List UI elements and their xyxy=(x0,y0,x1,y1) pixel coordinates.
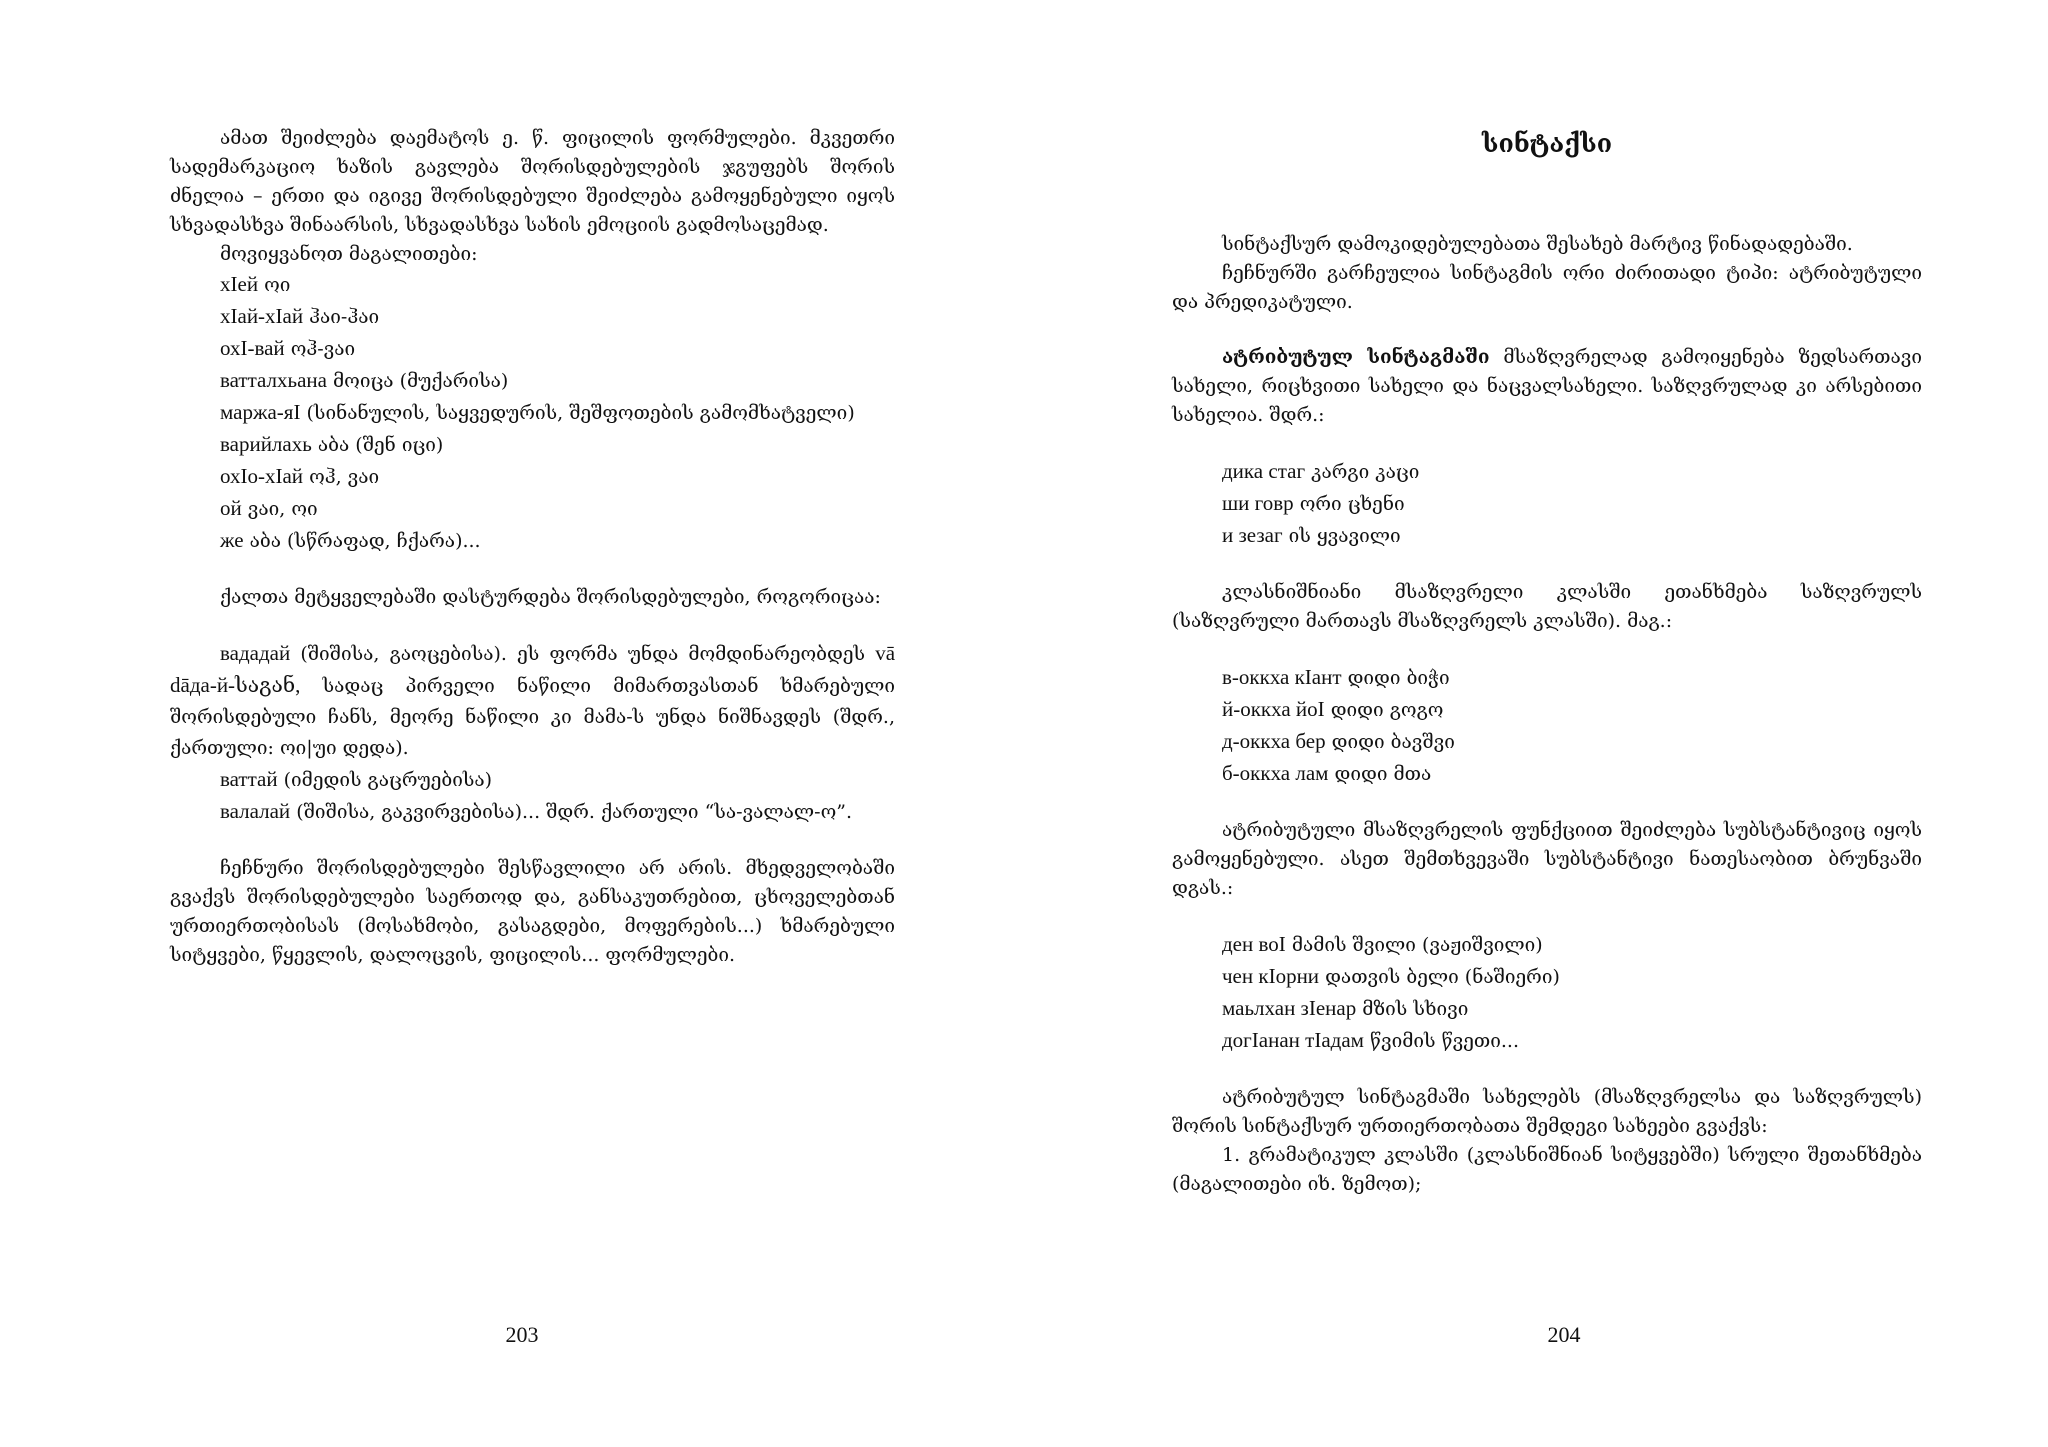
paragraph: ქალთა მეტყველებაში დასტურდება შორისდებულები, როგორიცაა: xyxy=(220,586,881,608)
example-line: валалай (შიშისა, გაკვირვებისა)... შდრ. ქართული “სა-ვალალ-ო”. xyxy=(220,799,853,823)
paragraph: კლასნიშნიანი მსაზღვრელი კლასში ეთანხმება საზღვრულს (საზღვრული მართავს მსაზღვრელს კლასში). მაგ.: xyxy=(1172,581,1922,632)
example-line: варийлахь აბა (შენ იცი) xyxy=(220,432,444,456)
page-number: 204 xyxy=(1547,1322,1581,1347)
example-line: маржа-яI (სინანულის, საყვედურის, შეშფოთების გამომხატველი) xyxy=(220,400,855,424)
example-line: и зезаг ის ყვავილი xyxy=(1222,523,1401,547)
spacer xyxy=(1172,552,1922,578)
example-list xyxy=(1172,662,1922,790)
spacer xyxy=(1172,1057,1922,1083)
paragraph: სინტაქსურ დამოკიდებულებათა შესახებ მარტივ წინადადებაში. xyxy=(1222,233,1853,255)
paragraph: вададай (შიშისა, გაოცებისა). ეს ფორმა უნდა მომდინარეობდეს vā dāда-й-საგან, სადაც პირველი ნაწილი მიმართვასთან ხმარებული შორისდებული ჩანს, მეორე ნაწილი კი მამა-ს უნდა ნიშნავდეს (შდრ., ქართული: ოი|უი დედა). xyxy=(170,641,896,759)
example-line: б-оккха лам დიდი მთა xyxy=(1222,761,1432,785)
paragraph: მოვიყვანოთ მაგალითები: xyxy=(220,243,478,265)
example-line: ватталхьана მოიცა (მუქარისა) xyxy=(220,368,509,392)
spacer xyxy=(170,828,895,854)
spacer xyxy=(1172,164,1922,230)
example-list xyxy=(1172,929,1922,1057)
spacer xyxy=(170,557,895,583)
paragraph: ამათ შეიძლება დაემატოს ე. წ. ფიცილის ფორმულები. მკვეთრი სადემარკაციო ხაზის გავლება შორისდებულების ჯგუფებს შორის ძნელია – ერთი და იგივე შორისდებული შეიძლება გამოყენებული იყოს სხვადასხვა შინაარსის, სხვადასხვა სახის ემოციის გადმოსაცემად. xyxy=(170,127,895,236)
example-line: же აბა (სწრაფად, ჩქარა)... xyxy=(220,528,481,552)
paragraph: ატრიბუტული მსაზღვრელის ფუნქციით შეიძლება სუბსტანტივიც იყოს გამოყენებული. ასეთ შემთხვევაში სუბსტანტივი ნათესაობით ბრუნვაში დგას.: xyxy=(1172,819,1922,899)
spacer xyxy=(1172,430,1922,456)
paragraph: 1. გრამატიკულ კლასში (კლასნიშნიან სიტყვებში) სრული შეთანხმება (მაგალითები იხ. ზემოთ); xyxy=(1172,1144,1922,1195)
example-line: охI-вай ოჰ-ვაი xyxy=(220,336,356,360)
example-line: ши говр ორი ცხენი xyxy=(1222,491,1405,515)
example-list xyxy=(1172,456,1922,552)
page-number: 203 xyxy=(505,1322,539,1347)
spacer xyxy=(1172,790,1922,816)
paragraph: ჩეჩნურში გარჩეულია სინტაგმის ორი ძირითადი ტიპი: ატრიბუტული და პრედიკატული. xyxy=(1172,262,1922,313)
spacer xyxy=(170,612,895,638)
example-line: ваттай (იმედის გაცრუებისა) xyxy=(220,767,493,791)
example-line: ой ვაი, ოი xyxy=(220,496,318,520)
paragraph: ჩეჩნური შორისდებულები შესწავლილი არ არის. მხედველობაში გვაქვს შორისდებულები საერთოდ და, განსაკუთრებით, ცხოველებთან ურთიერთობისას (მოსახმობი, გასაგდები, მოფერების...) ხმარებული სიტყვები, წყევლის, დალოცვის, ფიცილის... ფორმულები. xyxy=(170,857,895,966)
example-line: дика стаг კარგი კაცი xyxy=(1222,459,1420,483)
example-line: й-оккха йоI დიდი გოგო xyxy=(1222,697,1444,721)
bold-term: ატრიბუტულ სინტაგმაში xyxy=(1222,346,1490,368)
example-line: охIо-хIай ოჰ, ვაი xyxy=(220,464,380,488)
spacer xyxy=(1172,317,1922,343)
example-line: ден воI მამის შვილი (ვაჟიშვილი) xyxy=(1222,932,1543,956)
example-list xyxy=(170,269,895,557)
example-line: догIанан тIадам წვიმის წვეთი... xyxy=(1222,1028,1520,1052)
paragraph: ატრიბუტულ სინტაგმაში სახელებს (მსაზღვრელსა და საზღვრულს) შორის სინტაქსურ ურთიერთობათა შემდეგი სახეები გვაქვს: xyxy=(1172,1086,1922,1137)
right-page xyxy=(1024,0,2048,1447)
right-text-column xyxy=(1172,124,1922,1199)
left-text-column xyxy=(170,124,895,970)
example-line: д-оккха бер დიდი ბავშვი xyxy=(1222,729,1455,753)
example-line: хIей ოი xyxy=(220,272,291,296)
example-line: в-оккха кIант დიდი ბიჭი xyxy=(1222,665,1450,689)
example-line: хIай-хIай ჰაი-ჰაი xyxy=(220,304,380,328)
example-line: маьлхан зIенар მზის სხივი xyxy=(1222,996,1469,1020)
section-heading: სინტაქსი xyxy=(1481,129,1613,158)
paragraph: ატრიბუტულ სინტაგმაში მსაზღვრელად გამოიყენება ზედსართავი სახელი, რიცხვითი სახელი და ნაცვალსახელი. საზღვრულად კი არსებითი სახელია. შდრ.: xyxy=(1172,346,1922,426)
spacer xyxy=(1172,636,1922,662)
example-line: чен кIорни დათვის ბელი (ნაშიერი) xyxy=(1222,964,1560,988)
spacer xyxy=(1172,903,1922,929)
